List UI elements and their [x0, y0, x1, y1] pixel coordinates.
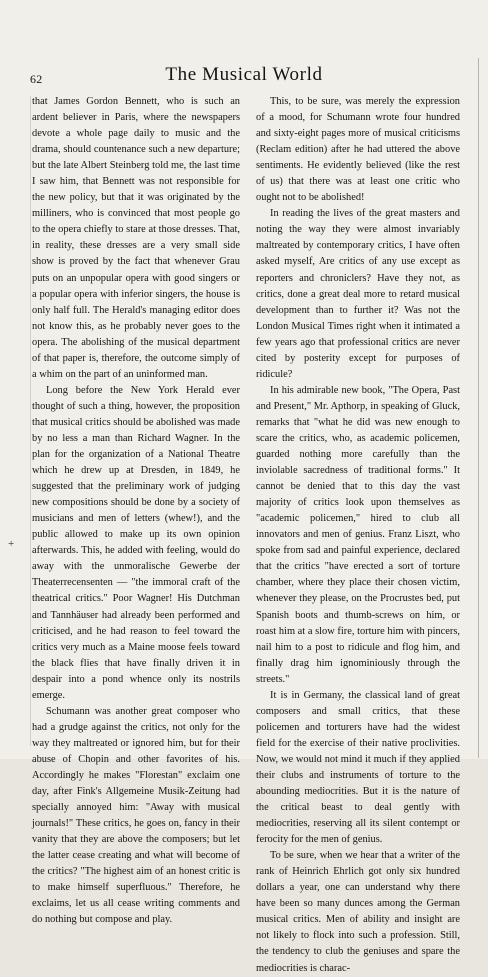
paragraph: This, to be sure, was merely the expression of a mood, for Schumann wrote four hundred and sixty-eight pages more of musical criticisms (Reclam edition) after he had uttered the above sentiments. He evidently believed (like the rest of us) that there was at least one critic who ought not to be abolished! — [256, 96, 460, 204]
paragraph: To be sure, when we hear that a writer of the rank of Heinrich Ehrlich got only six hundred dollars a year, one can understand why there have been so many dunces among the German musical critics. Men of ability and insight are not likely to flock into such a profession. Still, the tendency to club the geniuses and spare the mediocrities is charac- — [256, 850, 460, 974]
page-header — [0, 64, 488, 88]
right-column — [256, 94, 460, 977]
page-edge — [478, 58, 479, 758]
paragraph: Long before the New York Herald ever thought of such a thing, however, the proposition that musical critics should be abolished was made by no less a man than Richard Wagner. In the plan for the organization of a National Theatre which he drew up at Dresden, in 1849, he suggested that the preliminary work of judging new compositions should be done by a society of musicians and men of letters (whew!), and the public allowed to make up its own opinion afterwards. This, he added with feeling, would do away with the unmoralische Gewerbe der Theaterrecensenten — "the immoral craft of the theatrical critics." Poor Wagner! His Dutchman and Tannhäuser had already been performed and criticised, and he had reason to feel toward the critics very much as a Maine moose feels toward the black flies that have finally driven it in despair into a pond whence only its nostrils emerge. — [32, 384, 240, 701]
running-title: The Musical World — [165, 64, 323, 85]
paragraph: In reading the lives of the great masters and noting the way they were almost invariably maltreated by contemporary critics, I have often asked myself, Are critics of any use except as reporters and chroniclers? Have they not, as critics, done a great deal more to retard musical development than to further it? Was not the London Musical Times right when it intimated a few years ago that professional critics are never cited by posterity except for purposes of ridicule? — [256, 208, 460, 380]
page-number: 62 — [30, 72, 43, 86]
paragraph: In his admirable new book, "The Opera, Past and Present," Mr. Apthorp, in speaking of Gluck, remarks that "what he did was new enough to scare the critics, who, as academic policemen, guarded nothing more carefully than the inviolable sacredness of traditional forms." It cannot be denied that to this day the vast majority of critics look upon themselves as "academic policemen," hired to club all innovators and men of genius. Franz Liszt, who spoke from sad and painful experience, declared that the critics "have erected a sort of torture chamber, where they place their chosen victim, whenever they please, on the Procrustes bed, put Spanish boots and thumb-screws on him, or roast him at a slow fire, torture him with pincers, nail him to a post to ridicule and flog him, and finally drag him ignominiously through the streets." — [256, 384, 460, 685]
page-fold-shadow — [30, 96, 31, 746]
left-column — [32, 94, 240, 928]
paragraph: It is in Germany, the classical land of great composers and small critics, that these policemen and torturers have had the widest field for the exercise of their native proclivities. Now, we would not mind it much if they applied their clubs and instruments of torture to the abounding mediocrities. But it is the nature of the critical beast to deal gently with mediocrities, reserving all its silent contempt or ferocity for the men of genius. — [256, 689, 460, 846]
margin-registration-mark: + — [8, 538, 15, 550]
paragraph: that James Gordon Bennett, who is such an ardent believer in Paris, where the newspapers devote a whole page daily to music and the drama, should countenance such a new departure; but the late Albert Steinberg told me, the last time I saw him, that Bennett was not responsible for the new policy, but that it was originated by the milliners, who is convinced that most people go to the opera chiefly to stare at those dresses. That, in reality, these dresses are a very small side show is proved by the fact that whenever Grau puts on an unpopular opera with good singers or a popular opera with inferior singers, the house is only half full. The Herald's managing editor does not know this, as he probably never goes to the opera. The abolishing of the musical department of that paper is, therefore, the outcome simply of a whim on the part of an uninformed man. — [32, 96, 240, 380]
paragraph: Schumann was another great composer who had a grudge against the critics, not only for the way they maltreated or ignored him, but for their abuse of Chopin and other favorites of his. Accordingly he makes "Florestan" exclaim one day, after Fink's Allgemeine Musik-Zeitung had specially annoyed him: "Away with musical journals!" These critics, he goes on, fancy in their vanity that they are above the composers; but let the latter cease creating and what will become of the critics? "The highest aim of an honest critic is to make himself superfluous." Therefore, he exclaims, let us all cease writing comments and do nothing but compose and play. — [32, 705, 240, 926]
